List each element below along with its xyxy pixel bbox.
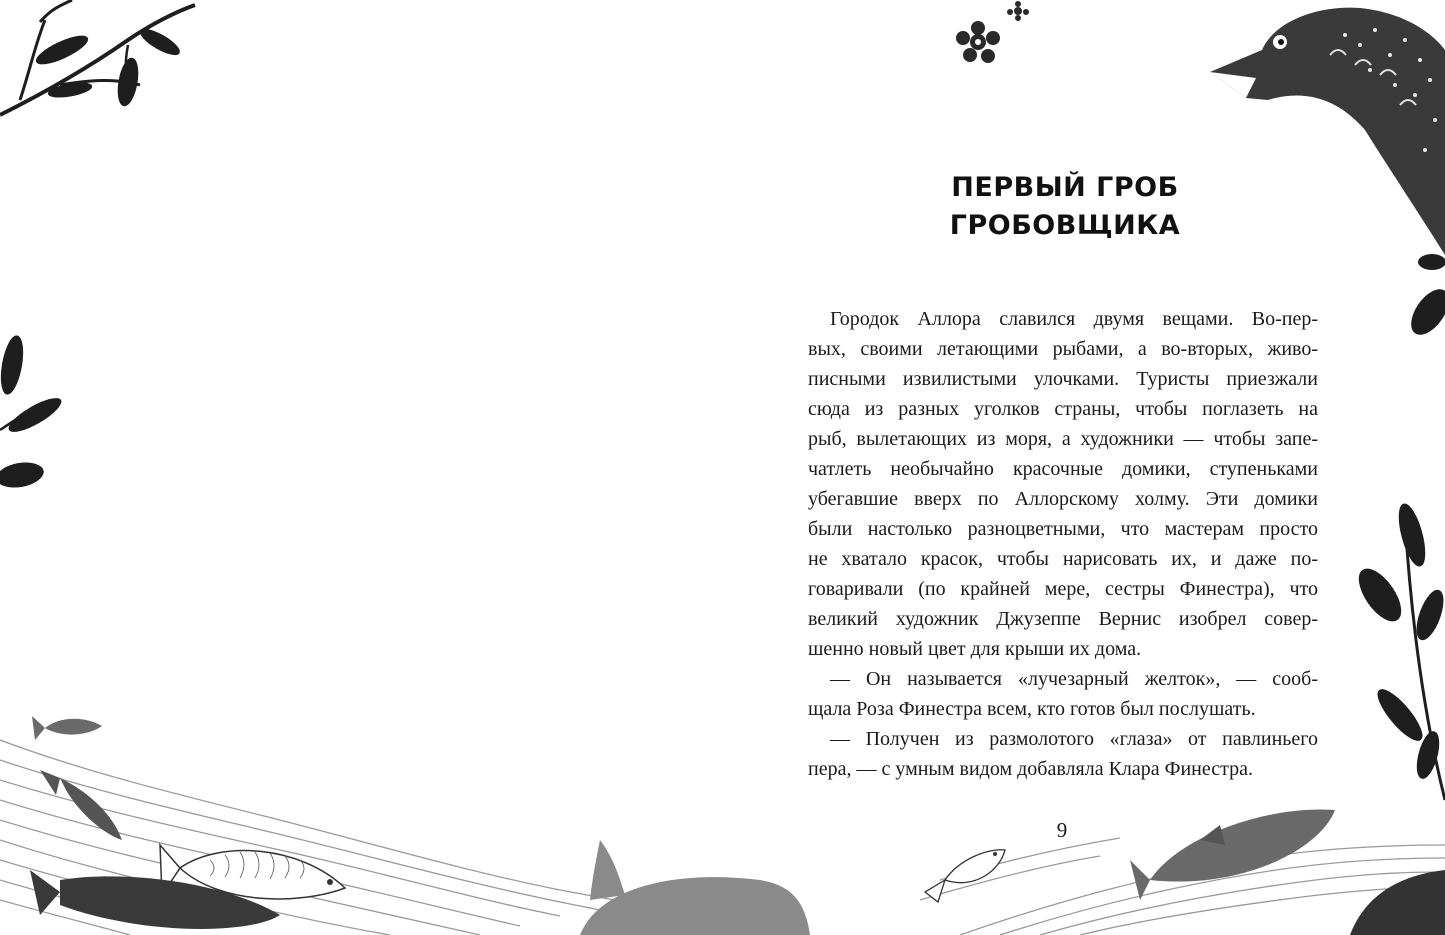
text-line: — Получен из размолотого «глаза» от павлиньего: [830, 728, 1318, 750]
text-line: сюда из разных уголков страны, чтобы поглазеть на: [808, 398, 1318, 420]
text-line: говаривали (по крайней мере, сестры Финестра), что: [808, 578, 1318, 600]
text-line: вых, своими летающими рыбами, а во-вторых, живо-: [808, 338, 1318, 360]
flower-icon: [956, 1, 1029, 63]
text-line: Городок Аллора славился двумя вещами. Во-пер-: [830, 308, 1318, 330]
chapter-title-line2: ГРОБОВЩИКА: [949, 210, 1181, 241]
text-line: шенно новый цвет для крыши их дома.: [808, 638, 1142, 660]
text-line: убегавшие вверх по Аллорскому холму. Эти домики: [808, 488, 1318, 510]
text-line: писными извилистыми улочками. Туристы приезжали: [808, 368, 1318, 390]
text-line: не хватало красок, чтобы нарисовать их, и даже по-: [808, 548, 1318, 570]
text-line: великий художник Джузеппе Вернис изобрел совер-: [808, 608, 1318, 630]
leaf-icon: [0, 334, 65, 491]
text-line: — Он называется «лучезарный желток», — сооб-: [830, 668, 1318, 690]
text-line: чатлеть необычайно красочные домики, ступеньками: [808, 458, 1318, 480]
text-line: пера, — с умным видом добавляла Клара Финестра.: [808, 758, 1253, 780]
branch-icon: [0, 0, 195, 115]
leaf-icon: [1404, 254, 1445, 341]
page-number: 9: [1056, 818, 1068, 842]
text-line: рыб, вылетающих из моря, а художники — чтобы запе-: [808, 428, 1318, 450]
text-line: щала Роза Финестра всем, кто готов был послушать.: [808, 698, 1256, 720]
branch-icon: [1351, 502, 1445, 800]
text-line: были настолько разноцветными, что мастерам просто: [808, 518, 1318, 540]
chapter-title-line1: ПЕРВЫЙ ГРОБ: [951, 172, 1179, 203]
